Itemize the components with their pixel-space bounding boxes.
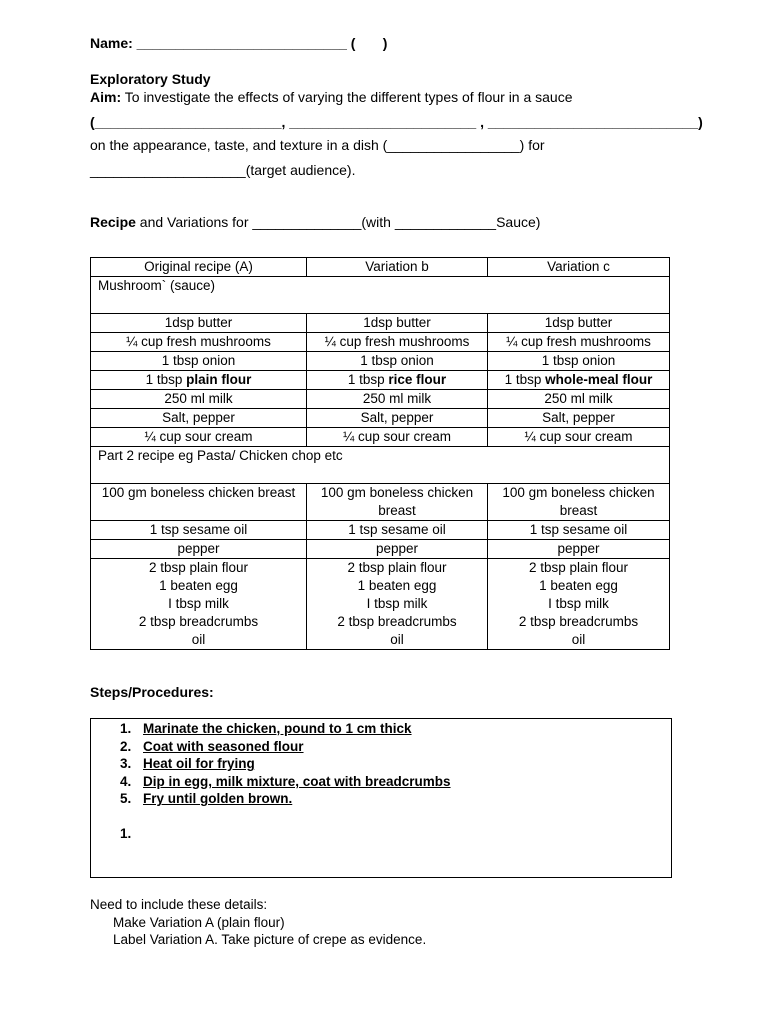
- table-cell: pepper: [307, 540, 488, 559]
- coating-line: 2 tbsp plain flour: [148, 560, 249, 575]
- coating-line: I tbsp milk: [366, 596, 428, 611]
- table-cell: ¼ cup fresh mushrooms: [307, 333, 488, 352]
- coating-line: oil: [191, 632, 206, 647]
- flour-row: [91, 371, 670, 390]
- header-original: Original recipe (A): [91, 258, 307, 277]
- step-text: Coat with seasoned flour: [143, 738, 304, 754]
- flour-prefix: 1 tbsp: [347, 372, 389, 387]
- list-item: [91, 790, 451, 808]
- table-cell: pepper: [488, 540, 670, 559]
- coating-cell: [488, 559, 670, 650]
- table-row: [91, 540, 670, 559]
- step-text: Fry until golden brown.: [143, 791, 293, 807]
- table-cell: 250 ml milk: [91, 390, 307, 409]
- flour-type-b: rice flour: [388, 372, 447, 387]
- notes-line-2: Label Variation A. Take picture of crepe as evidence.: [113, 932, 427, 947]
- coating-line: 2 tbsp breadcrumbs: [518, 614, 639, 629]
- flour-cell-b: [307, 371, 488, 390]
- flour-prefix: 1 tbsp: [504, 372, 546, 387]
- table-cell: 1 tbsp onion: [488, 352, 670, 371]
- steps-box[interactable]: [90, 718, 672, 878]
- step-text: Dip in egg, milk mixture, coat with breadcrumbs: [143, 773, 451, 789]
- coating-cell: [91, 559, 307, 650]
- table-cell: Salt, pepper: [488, 409, 670, 428]
- table-row: [91, 428, 670, 447]
- aim-text: To investigate the effects of varying the different types of flour in a sauce: [121, 89, 573, 105]
- name-blank[interactable]: ___________________________ ( ): [132, 35, 388, 51]
- table-cell: 1dsp butter: [488, 314, 670, 333]
- flour-blanks[interactable]: (________________________, ________________________ , ___________________________): [90, 114, 703, 130]
- table-cell: ¼ cup sour cream: [91, 428, 307, 447]
- steps-list: [91, 720, 451, 808]
- coating-row: [91, 559, 670, 650]
- table-cell: 1 tsp sesame oil: [307, 521, 488, 540]
- list-item: [91, 755, 451, 773]
- table-cell: ¼ cup fresh mushrooms: [91, 333, 307, 352]
- table-cell: 100 gm boneless chicken breast: [91, 484, 307, 521]
- steps-title: Steps/Procedures:: [90, 684, 214, 700]
- table-cell: 100 gm boneless chicken breast: [488, 484, 670, 521]
- coating-line: oil: [571, 632, 586, 647]
- step-number: 3.: [120, 756, 132, 772]
- step-number: 2.: [120, 738, 132, 754]
- table-row: [91, 521, 670, 540]
- table-cell: 1 tsp sesame oil: [488, 521, 670, 540]
- table-cell: pepper: [91, 540, 307, 559]
- list-item: [91, 773, 451, 791]
- table-cell: 1 tsp sesame oil: [91, 521, 307, 540]
- table-row: [91, 333, 670, 352]
- step-number: 4.: [120, 773, 132, 789]
- recipe-table: [90, 257, 670, 650]
- table-cell: Salt, pepper: [307, 409, 488, 428]
- coating-line: 2 tbsp plain flour: [347, 560, 447, 575]
- table-cell: 1 tbsp onion: [307, 352, 488, 371]
- coating-cell: [307, 559, 488, 650]
- flour-type-a: plain flour: [186, 372, 252, 387]
- coating-line: I tbsp milk: [548, 596, 609, 611]
- table-cell: 1 tbsp onion: [91, 352, 307, 371]
- audience-line[interactable]: ____________________(target audience).: [90, 162, 356, 178]
- coating-line: oil: [390, 632, 404, 647]
- notes-line-1: Make Variation A (plain flour): [113, 915, 285, 930]
- dish-line[interactable]: on the appearance, taste, and texture in a dish (_________________) for: [90, 137, 545, 153]
- table-cell: 100 gm boneless chicken breast: [307, 484, 488, 521]
- flour-cell-c: [488, 371, 670, 390]
- header-variation-c: Variation c: [488, 258, 670, 277]
- coating-line: 1 beaten egg: [357, 578, 437, 593]
- list-item: [91, 738, 451, 756]
- table-row: [91, 352, 670, 371]
- flour-prefix: 1 tbsp: [145, 372, 187, 387]
- step-number: 5.: [120, 791, 132, 807]
- section-row-sauce: [91, 277, 670, 314]
- table-cell: 1dsp butter: [91, 314, 307, 333]
- flour-type-c: whole-meal flour: [545, 372, 653, 387]
- coating-line: 1 beaten egg: [539, 578, 618, 593]
- step-number: 1.: [120, 721, 132, 736]
- name-label: Name:: [90, 35, 133, 51]
- step-text: Marinate the chicken, pound to 1 cm thick: [143, 721, 412, 736]
- name-line: [90, 34, 387, 52]
- table-cell: 250 ml milk: [488, 390, 670, 409]
- aim-line: [90, 88, 573, 106]
- coating-line: 2 tbsp breadcrumbs: [138, 614, 259, 629]
- table-cell: ¼ cup sour cream: [307, 428, 488, 447]
- table-cell: 250 ml milk: [307, 390, 488, 409]
- notes-heading: Need to include these details:: [90, 897, 268, 912]
- header-variation-b: Variation b: [307, 258, 488, 277]
- recipe-heading-bold: Recipe: [90, 214, 136, 230]
- aim-label: Aim:: [90, 89, 122, 105]
- coating-line: 2 tbsp plain flour: [528, 560, 629, 575]
- recipe-heading: [90, 213, 540, 231]
- table-cell: 1dsp butter: [307, 314, 488, 333]
- table-row: [91, 390, 670, 409]
- chicken-row: [91, 484, 670, 521]
- coating-line: 2 tbsp breadcrumbs: [337, 614, 457, 629]
- table-header-row: [91, 258, 670, 277]
- table-row: [91, 409, 670, 428]
- section-row-main: [91, 447, 670, 484]
- list-item: [91, 720, 451, 738]
- table-row: [91, 314, 670, 333]
- flour-cell-a: [91, 371, 307, 390]
- recipe-heading-rest[interactable]: and Variations for ______________(with _____________Sauce): [135, 214, 541, 230]
- coating-line: 1 beaten egg: [159, 578, 238, 593]
- study-title: Exploratory Study: [90, 71, 211, 87]
- section-main-label: Part 2 recipe eg Pasta/ Chicken chop etc: [91, 447, 670, 484]
- empty-step-number: 1.: [120, 826, 132, 841]
- section-sauce-label: Mushroom` (sauce): [91, 277, 670, 314]
- table-cell: Salt, pepper: [91, 409, 307, 428]
- table-cell: ¼ cup fresh mushrooms: [488, 333, 670, 352]
- step-text: Heat oil for frying: [143, 756, 255, 772]
- table-cell: ¼ cup sour cream: [488, 428, 670, 447]
- coating-line: I tbsp milk: [168, 596, 229, 611]
